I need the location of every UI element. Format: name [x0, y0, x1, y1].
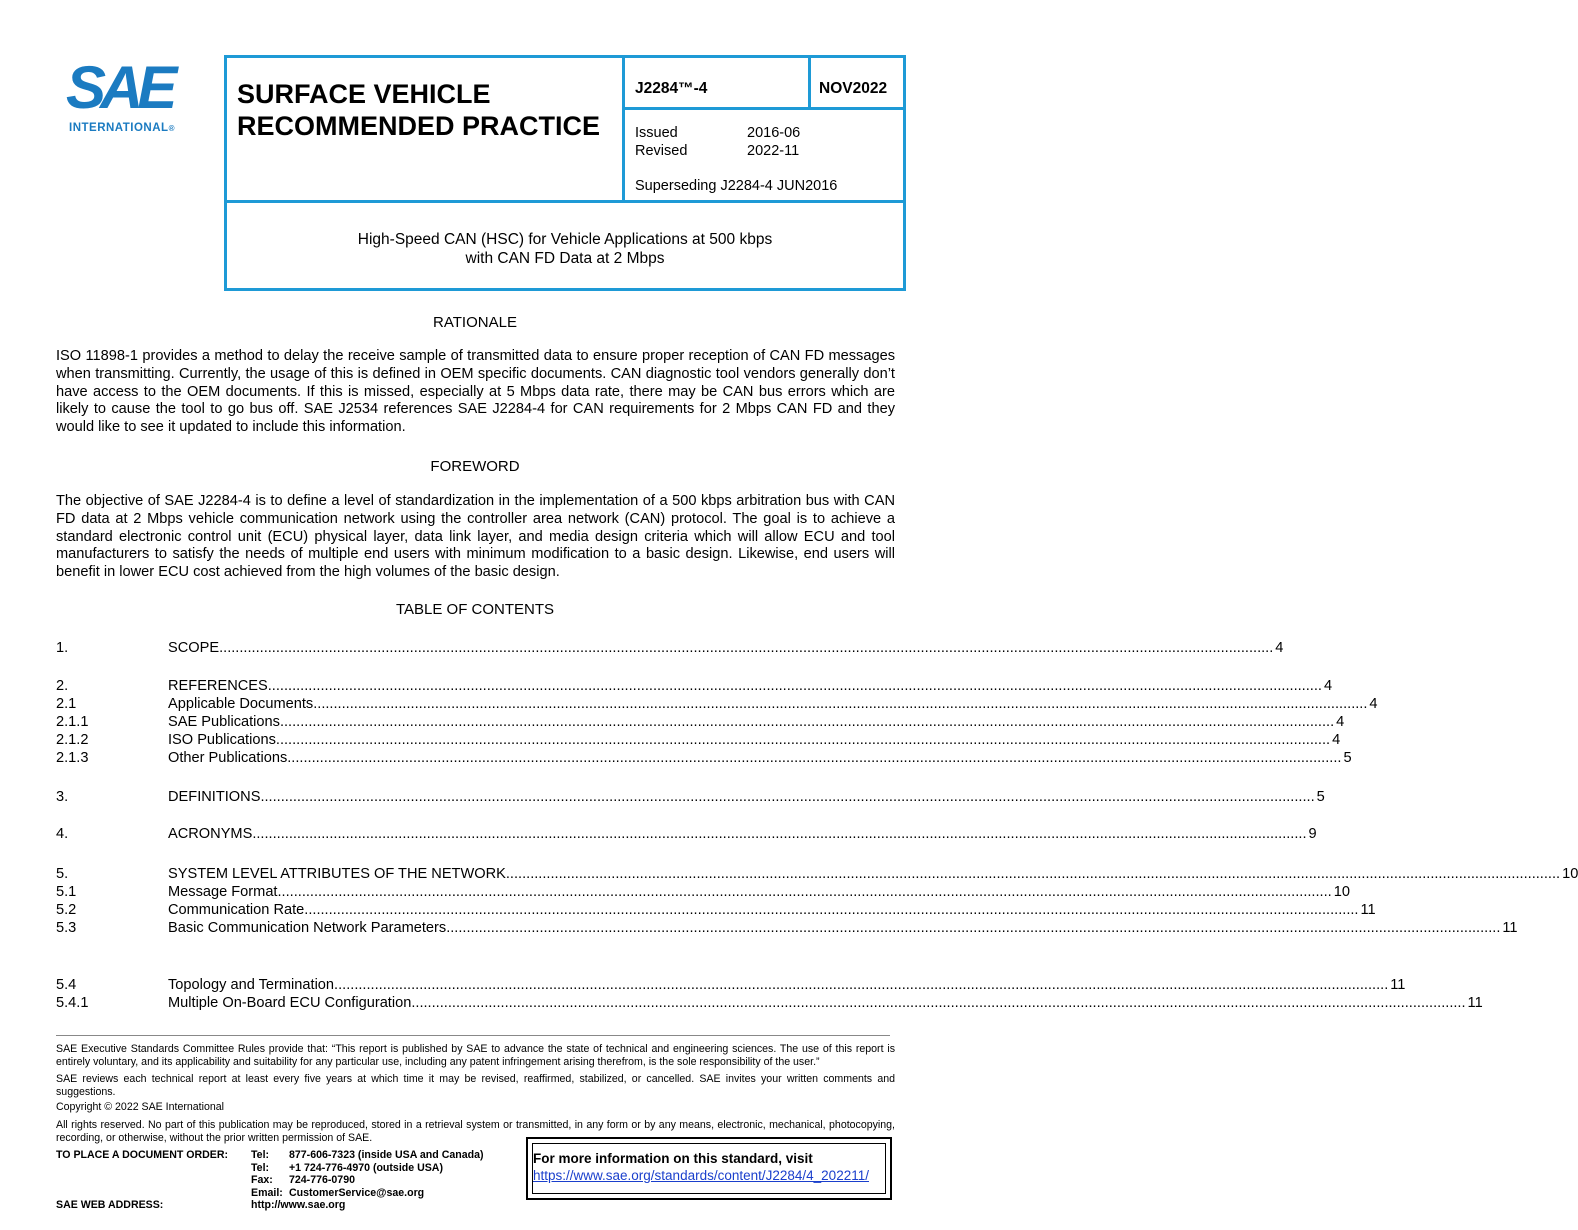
toc-entry-number: 5.1	[56, 884, 77, 900]
toc-entry-number: 5.4.1	[56, 995, 89, 1011]
toc-entry-title: REFERENCES	[168, 678, 268, 694]
toc-entry-page: 5	[1316, 789, 1325, 805]
toc-dot-leader: ....................................................................................................................................................................................................................................................................	[304, 902, 1359, 918]
review-text: SAE reviews each technical report at least every five years at which time it may be revised, reaffirmed, stabilized, or cancelled. SAE invites your written comments and suggestions.	[56, 1073, 895, 1098]
toc-entry[interactable]	[56, 713, 1345, 731]
sae-logo	[66, 54, 191, 138]
toc-dot-leader: ....................................................................................................................................................................................................................................................................	[252, 826, 1307, 842]
toc-entry[interactable]	[56, 994, 1483, 1012]
toc-entry-page: 11	[1390, 977, 1406, 993]
email-label: Email:	[251, 1187, 283, 1199]
rationale-text: ISO 11898-1 provides a method to delay the receive sample of transmitted data to ensure proper reception of CAN FD messages when transmitting. Currently, the usage of this is defined in OEM specific documents. CAN diagnostic tool vendors generally don’t have access to the OEM documents. If this is missed, especially at 5 Mbps data rate, there may be CAN bus errors which are likely to cause the tool to go bus off. SAE J2534 references SAE J2284-4 for CAN requirements for 2 Mbps CAN FD and they would like to see it updated to include this information.	[56, 348, 895, 436]
tel1-value: 877-606-7323 (inside USA and Canada)	[289, 1149, 484, 1161]
toc-dot-leader: ....................................................................................................................................................................................................................................................................	[277, 884, 1332, 900]
toc-dot-leader: ....................................................................................................................................................................................................................................................................	[287, 750, 1342, 766]
toc-entry-title: Topology and Termination	[168, 977, 335, 993]
header-divider	[227, 200, 903, 203]
toc-entry-page: 5	[1343, 750, 1352, 766]
email-value[interactable]: CustomerService@sae.org	[289, 1187, 425, 1199]
toc-entry[interactable]	[56, 749, 1352, 767]
document-header	[224, 55, 906, 291]
toc-entry-title: DEFINITIONS	[168, 789, 261, 805]
rules-text: SAE Executive Standards Committee Rules provide that: “This report is published by SAE to advance the state of technical and engineering sciences. The use of this report is entirely voluntary, and its applicability and suitability for any particular use, including any patent infringement arising therefrom, is the sole responsibility of the user.”	[56, 1043, 895, 1068]
toc-entry-page: 11	[1467, 995, 1483, 1011]
toc-entry-title: Communication Rate	[168, 902, 305, 918]
toc-entry-number: 5.4	[56, 977, 77, 993]
toc-entry-page: 4	[1369, 696, 1378, 712]
toc-entry-title: Multiple On-Board ECU Configuration	[168, 995, 412, 1011]
toc-entry-title: Applicable Documents	[168, 696, 314, 712]
toc-entry-title: SCOPE	[168, 640, 220, 656]
tel2-label: Tel:	[251, 1162, 270, 1174]
document-type: SURFACE VEHICLE RECOMMENDED PRACTICE	[237, 79, 601, 141]
toc-entry[interactable]	[56, 639, 1284, 657]
toc-entry-page: 4	[1275, 640, 1284, 656]
toc-entry-title: ACRONYMS	[168, 826, 253, 842]
toc-entry-title: ISO Publications	[168, 732, 276, 748]
info-box	[526, 1137, 892, 1200]
toc-dot-leader: ....................................................................................................................................................................................................................................................................	[219, 640, 1274, 656]
toc-dot-leader: ....................................................................................................................................................................................................................................................................	[411, 995, 1466, 1011]
header-divider	[622, 58, 625, 200]
toc-entry[interactable]	[56, 901, 1376, 919]
toc-entry-title: SAE Publications	[168, 714, 280, 730]
document-title: High-Speed CAN (HSC) for Vehicle Applications at 500 kbps with CAN FD Data at 2 Mbps	[357, 231, 773, 267]
web-label: SAE WEB ADDRESS:	[56, 1199, 164, 1211]
toc-entry[interactable]	[56, 976, 1406, 994]
toc-entry-title: Basic Communication Network Parameters	[168, 920, 447, 936]
toc-entry-title: SYSTEM LEVEL ATTRIBUTES OF THE NETWORK	[168, 866, 506, 882]
issued-row: Issued 2016-06	[635, 125, 801, 141]
toc-entry-number: 2.1	[56, 696, 77, 712]
toc-entry[interactable]	[56, 865, 1578, 883]
toc-heading: TABLE OF CONTENTS	[395, 601, 555, 618]
logo-letters: SAE	[66, 54, 172, 121]
footer-rule	[56, 1035, 890, 1036]
toc-entry[interactable]	[56, 788, 1325, 806]
toc-entry-number: 1.	[56, 640, 69, 656]
document-number: J2284™-4	[635, 80, 708, 97]
tel1-label: Tel:	[251, 1149, 270, 1161]
toc-dot-leader: ....................................................................................................................................................................................................................................................................	[275, 732, 1331, 748]
toc-entry-number: 5.	[56, 866, 69, 882]
toc-entry-number: 2.1.2	[56, 732, 89, 748]
toc-entry-number: 5.2	[56, 902, 77, 918]
copyright: Copyright © 2022 SAE International	[56, 1101, 224, 1113]
toc-dot-leader: ....................................................................................................................................................................................................................................................................	[313, 696, 1368, 712]
toc-dot-leader: ....................................................................................................................................................................................................................................................................	[279, 714, 1335, 730]
toc-entry-number: 3.	[56, 789, 69, 805]
toc-dot-leader: ....................................................................................................................................................................................................................................................................	[505, 866, 1561, 882]
toc-dot-leader: ....................................................................................................................................................................................................................................................................	[260, 789, 1315, 805]
toc-entry-number: 2.1.1	[56, 714, 89, 730]
web-link[interactable]: http://www.sae.org	[251, 1199, 346, 1211]
foreword-heading: FOREWORD	[430, 458, 520, 475]
order-label: TO PLACE A DOCUMENT ORDER:	[56, 1149, 229, 1161]
toc-dot-leader: ....................................................................................................................................................................................................................................................................	[334, 977, 1389, 993]
toc-entry[interactable]	[56, 677, 1333, 695]
header-divider	[622, 107, 903, 110]
toc-entry-title: Message Format	[168, 884, 278, 900]
toc-entry[interactable]	[56, 825, 1317, 843]
fax-label: Fax:	[251, 1174, 273, 1186]
toc-entry-page: 4	[1323, 678, 1333, 694]
foreword-text: The objective of SAE J2284-4 is to define a level of standardization in the implementation of a 500 kbps arbitration bus with CAN FD data at 2 Mbps vehicle communication network using the controller area network (CAN) protocol. The goal is to achieve a standard electronic control unit (ECU) physical layer, data link layer, and media design criteria which will allow ECU and tool manufacturers to satisfy the needs of multiple end users with minimum modification to a basic design. Likewise, end users will benefit in lower ECU cost achieved from the high volumes of the basic design.	[56, 493, 895, 581]
toc-dot-leader: ....................................................................................................................................................................................................................................................................	[446, 920, 1501, 936]
toc-entry-number: 4.	[56, 826, 69, 842]
document-date: NOV2022	[819, 80, 888, 97]
info-title: For more information on this standard, visit	[533, 1151, 813, 1166]
toc-entry-page: 11	[1502, 920, 1518, 936]
toc-entry-page: 11	[1360, 902, 1376, 918]
toc-entry-number: 2.1.3	[56, 750, 89, 766]
toc-entry-page: 4	[1336, 714, 1345, 730]
logo-subtitle: INTERNATIONAL®	[69, 122, 175, 134]
toc-entry-page: 10	[1562, 866, 1578, 882]
toc-entry-page: 10	[1333, 884, 1350, 900]
toc-entry[interactable]	[56, 919, 1518, 937]
standard-link[interactable]: https://www.sae.org/standards/content/J2284/4_202211/	[533, 1168, 869, 1183]
toc-entry[interactable]	[56, 695, 1378, 713]
fax-value: 724-776-0790	[289, 1174, 355, 1186]
tel2-value: +1 724-776-4970 (outside USA)	[289, 1162, 443, 1174]
toc-entry-title: Other Publications	[168, 750, 288, 766]
toc-entry-number: 5.3	[56, 920, 77, 936]
header-divider	[808, 58, 811, 110]
toc-entry[interactable]	[56, 883, 1350, 901]
toc-entry-page: 9	[1308, 826, 1317, 842]
rationale-heading: RATIONALE	[433, 314, 517, 331]
superseding: Superseding J2284-4 JUN2016	[635, 178, 838, 194]
toc-entry-page: 4	[1332, 732, 1341, 748]
toc-entry-number: 2.	[56, 678, 69, 694]
revised-row: Revised 2022-11	[635, 143, 800, 159]
toc-dot-leader: ....................................................................................................................................................................................................................................................................	[267, 678, 1322, 694]
toc-entry[interactable]	[56, 731, 1341, 749]
rights-text: All rights reserved. No part of this publication may be reproduced, stored in a retrieval system or transmitted, in any form or by any means, electronic, mechanical, photocopying, recording, or otherwise, without the prior written permission of SAE.	[56, 1119, 895, 1144]
